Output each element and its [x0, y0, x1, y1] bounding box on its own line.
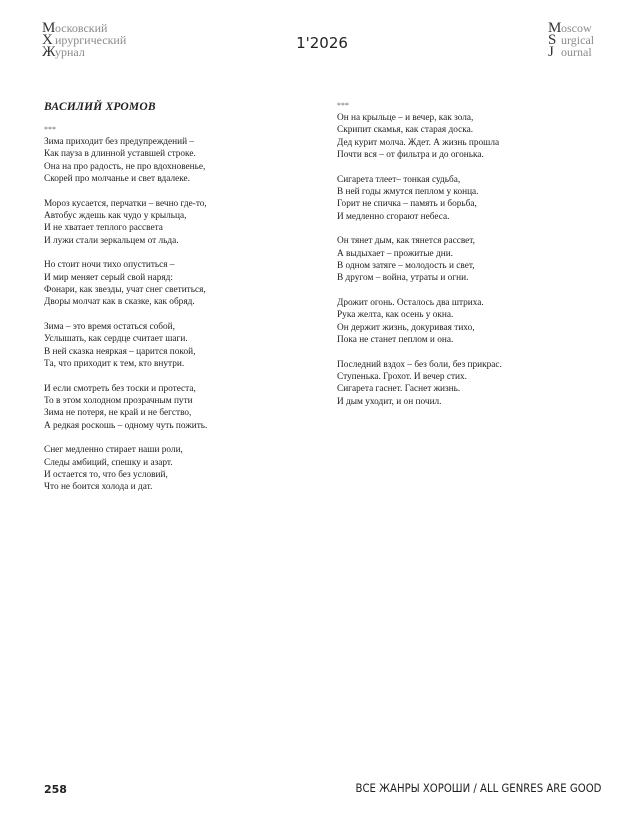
poem-line: А редкая роскошь – одному чуть пожить. — [44, 420, 208, 431]
stanza — [44, 259, 294, 308]
logo-initial: Ж — [42, 44, 56, 60]
issue-number: 1'2026 — [296, 34, 348, 52]
poem-line: И медленно сгорают небеса. — [337, 211, 450, 222]
poem-line: А выдыхает – прожитые дни. — [337, 248, 453, 259]
poem-line: В другом – война, утраты и огни. — [337, 273, 469, 284]
poem-line: Она на про радость, не про вдохновенье, — [44, 161, 206, 172]
poem-line: В ней годы жмутся пеплом у конца. — [337, 186, 479, 197]
poem-line: Фонари, как звезды, учат снег светиться, — [44, 284, 206, 295]
stanza — [337, 297, 587, 346]
poem-line: Та, что приходит к тем, кто внутри. — [44, 358, 185, 369]
stanza — [337, 174, 587, 223]
logo-word: урнал — [55, 45, 85, 59]
poem-line: Почти вся – от фильтра и до огонька. — [337, 149, 484, 160]
poem-line: Дед курит молча. Ждет. А жизнь прошла — [337, 137, 500, 148]
logo-word: ирургический — [55, 33, 127, 47]
poem-line: Мороз кусается, перчатки – вечно где-то, — [44, 198, 207, 209]
poem-line: И мир меняет серый свой наряд: — [44, 272, 173, 283]
stanza — [44, 444, 294, 493]
poem-line: И если смотреть без тоски и протеста, — [44, 383, 196, 394]
poem-line: Автобус ждешь как чудо у крыльца, — [44, 210, 187, 221]
section-title: ВСЕ ЖАНРЫ ХОРОШИ / ALL GENRES ARE GOOD — [355, 781, 601, 795]
logo-word: осковский — [55, 21, 108, 35]
poem-line: Что не боится холода и дат. — [44, 482, 153, 493]
logo-initial: J — [548, 44, 554, 60]
stanza — [337, 112, 587, 161]
poem-line: Горит не спичка – память и борьба, — [337, 199, 477, 210]
logo-initial: S — [548, 32, 557, 48]
poem-line: Снег медленно стирает наши роли, — [44, 445, 183, 456]
poem-line: Дрожит огонь. Осталось два штриха. — [337, 298, 484, 309]
poem-line: Но стоит ночи тихо опуститься – — [44, 260, 175, 271]
poem-line: В ней сказка неяркая – царится покой, — [44, 346, 196, 357]
poem-line: Зима – это время остаться собой, — [44, 322, 175, 333]
poem-line: Зима приходит без предупреждений – — [44, 137, 195, 147]
poem-line: И не хватает теплого рассвета — [44, 223, 163, 234]
poem-line: Дворы молчат как в сказке, как обряд. — [44, 297, 195, 308]
logo-word: ournal — [561, 45, 592, 59]
poem-line: Сигарета тлеет– тонкая судьба, — [337, 174, 461, 185]
poem-line: И дым уходит, и он почил. — [337, 396, 442, 407]
poem-line: Скорей про молчанье и свет вдалеке. — [44, 173, 190, 184]
logo-initial: М — [42, 20, 56, 36]
poem-line: И остается то, что без условий, — [44, 470, 168, 481]
stanza — [44, 321, 294, 370]
poem-cigarette — [337, 100, 587, 420]
poem-line: Ступенька. Грохот. И вечер стих. — [337, 372, 468, 383]
poem-line: Он держит жизнь, докуривая тихо, — [337, 322, 475, 333]
poem-line: Рука желта, как осень у окна. — [337, 310, 454, 321]
poem-body — [337, 112, 587, 408]
page-number: 258 — [44, 783, 67, 796]
stanza — [44, 383, 294, 432]
poem-separator: *** — [337, 101, 349, 110]
logo-initial: Х — [42, 32, 53, 48]
stanza — [44, 136, 294, 185]
poem-separator: *** — [44, 125, 56, 134]
stanza — [44, 198, 294, 247]
poem-line: Пока не станет пеплом и она. — [337, 334, 454, 345]
poem-line: Скрипит скамья, как старая доска. — [337, 125, 474, 136]
poem-line: Как пауза в длинной уставшей строке. — [44, 149, 196, 160]
poem-line: Он тянет дым, как тянется рассвет, — [337, 236, 475, 247]
poem-body — [44, 136, 294, 494]
logo-word: urgical — [561, 33, 595, 47]
poem-line: Зима не потеря, не край и не бегство, — [44, 408, 192, 419]
poem-line: Услышать, как сердце считает шаги. — [44, 334, 188, 345]
stanza — [337, 359, 587, 408]
author-name: ВАСИЛИЙ ХРОМОВ — [44, 101, 156, 113]
poem-line: В одном затяге – молодость и свет, — [337, 260, 475, 271]
poem-line: Последний вздох – без боли, без прикрас. — [337, 359, 502, 370]
stanza — [337, 235, 587, 284]
journal-logo-english — [548, 22, 594, 58]
poem-line: Сигарета гаснет. Гаснет жизнь. — [337, 384, 461, 395]
poem-line: Следы амбиций, спешку и азарт. — [44, 457, 173, 468]
poem-line: И лужи стали зеркальцем от льда. — [44, 235, 179, 246]
logo-initial: M — [548, 20, 562, 36]
poem-line: Он на крыльце – и вечер, как зола, — [337, 113, 474, 123]
logo-word: oscow — [561, 21, 592, 35]
poem-winter — [44, 124, 294, 506]
poem-line: То в этом холодном прозрачным пути — [44, 396, 193, 407]
logo-line — [548, 46, 594, 58]
